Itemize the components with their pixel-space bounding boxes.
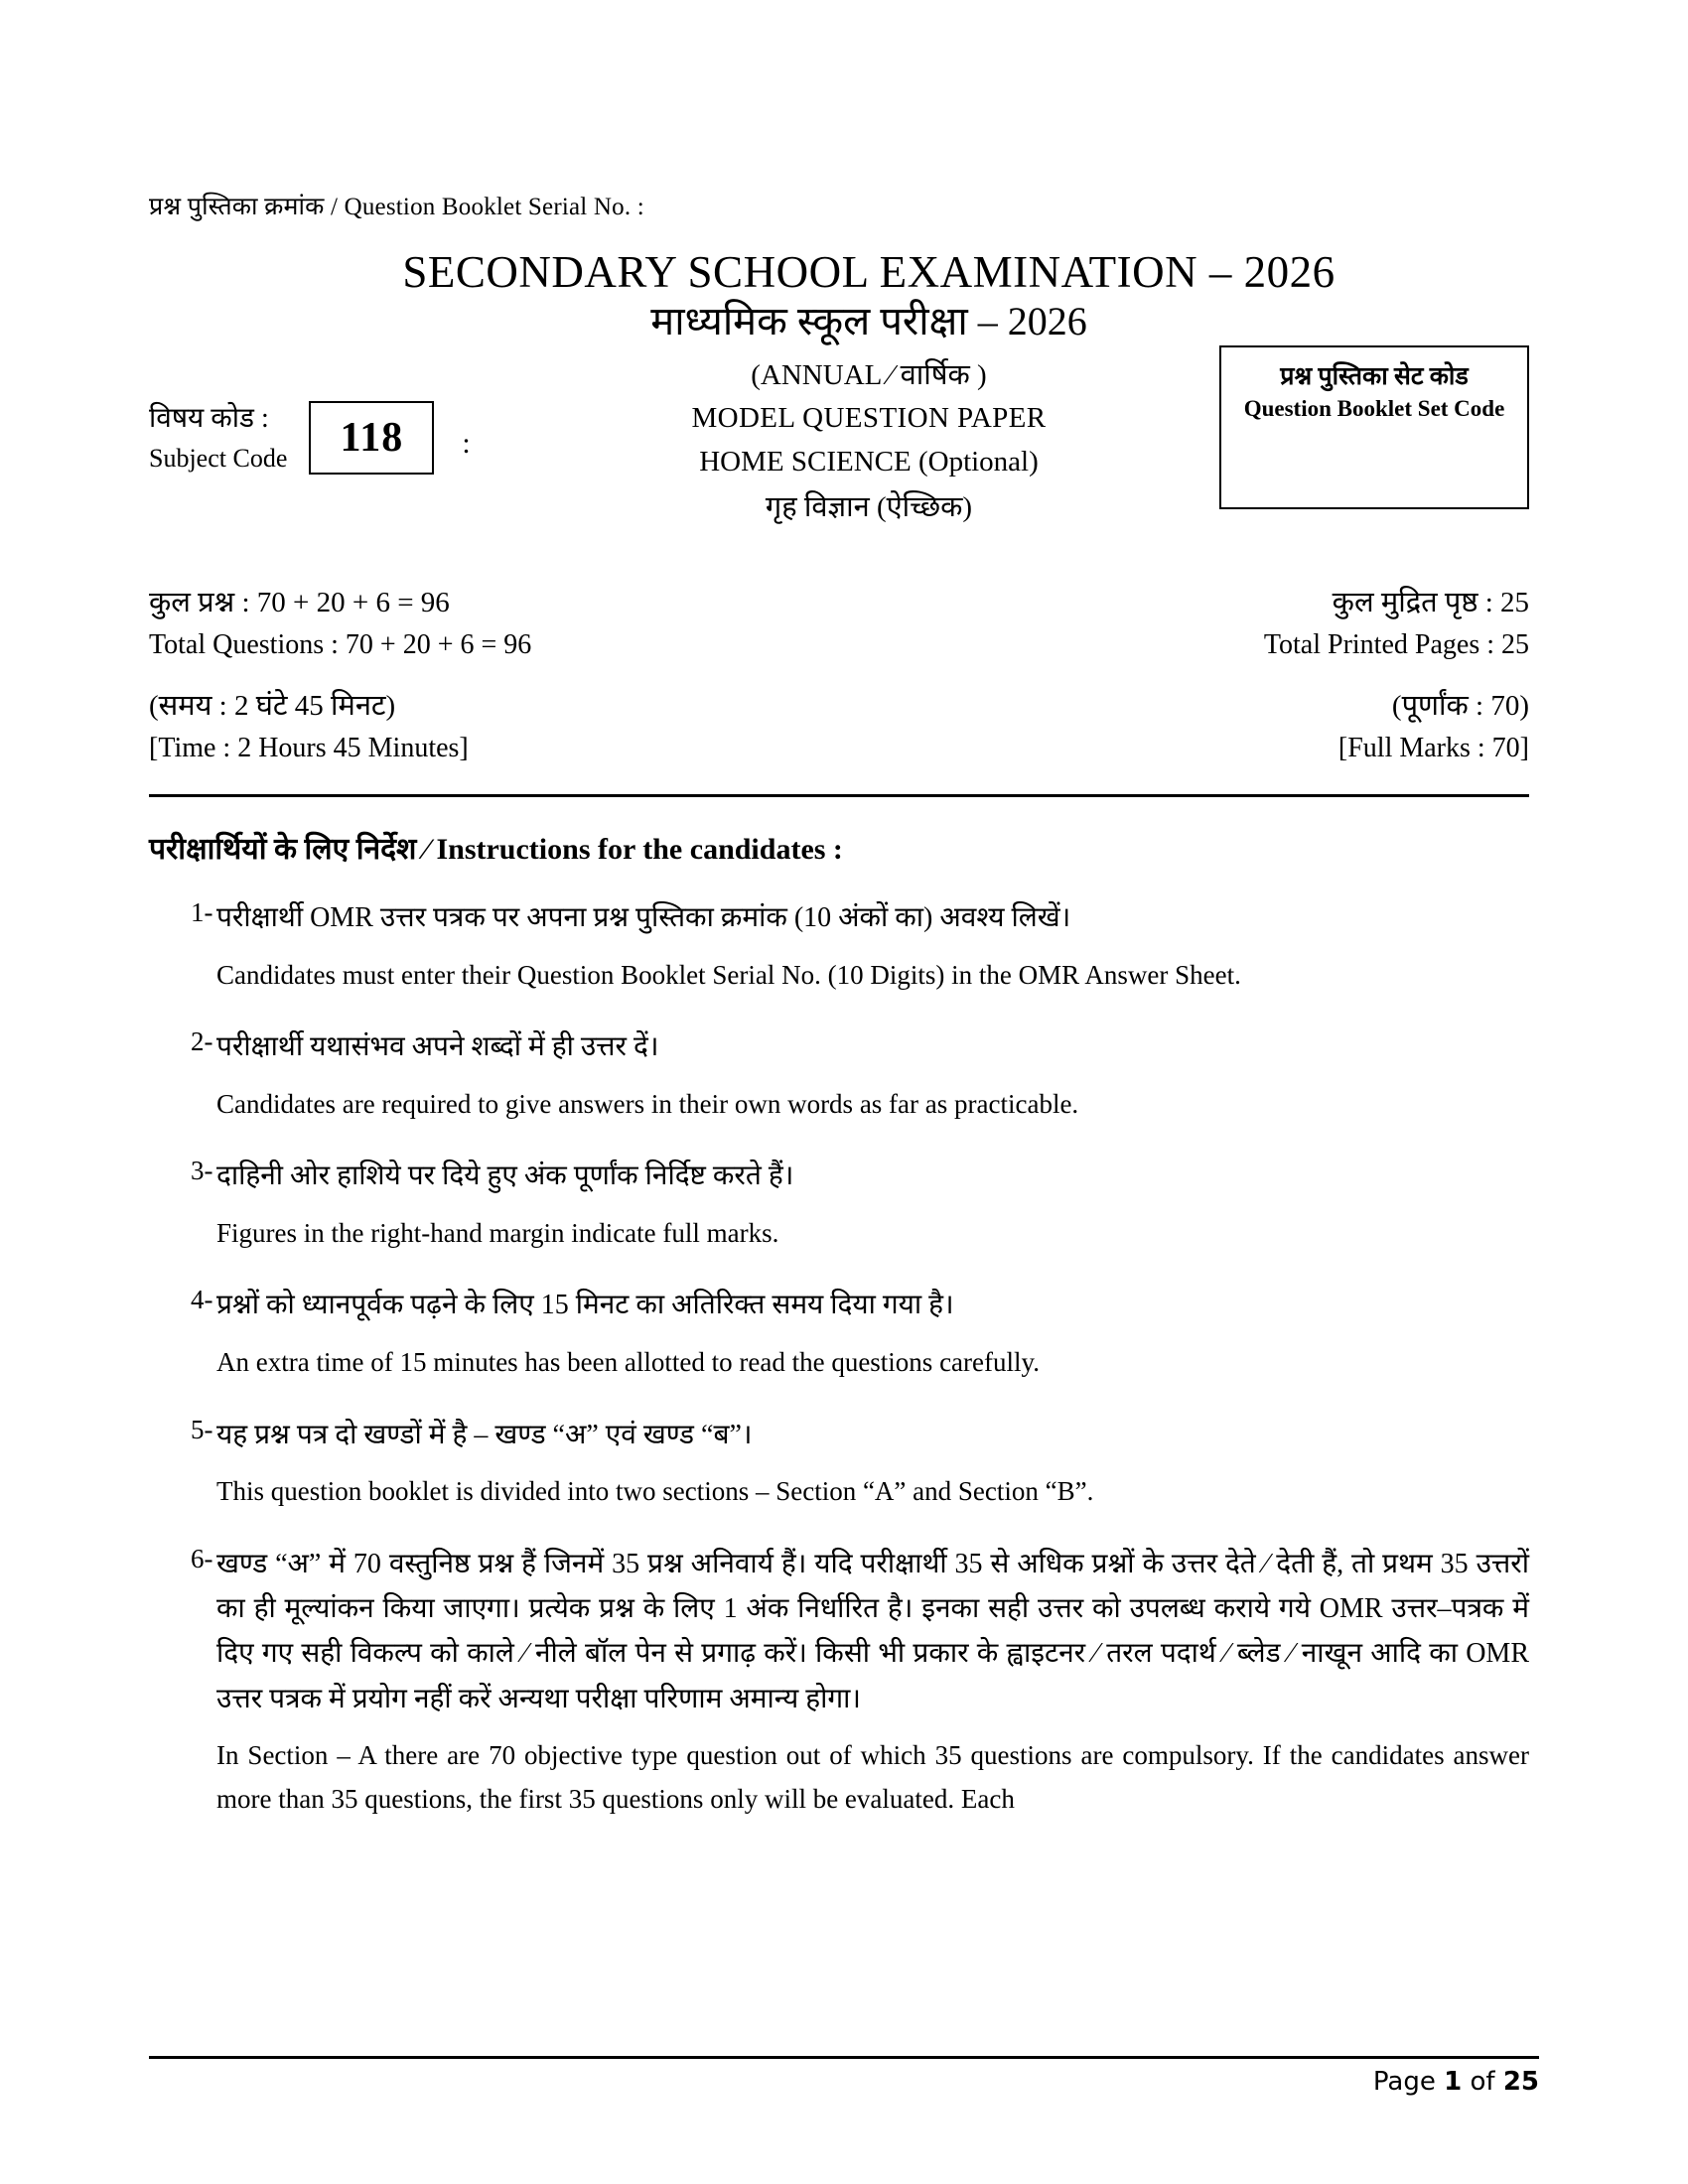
- instruction-body: [216, 1413, 1529, 1514]
- instruction-text-english: This question booklet is divided into two sections – Section “A” and Section “B”.: [216, 1475, 1094, 1506]
- subject-code-label-hindi: विषय कोड :: [149, 403, 269, 434]
- exam-type-annual: (ANNUAL ⁄ वार्षिक ): [751, 358, 987, 391]
- page-of-label: of: [1470, 2067, 1495, 2097]
- page-total-number: 25: [1502, 2067, 1539, 2097]
- total-printed-pages-hindi: कुल मुद्रित पृष्ठ : 25: [1332, 587, 1529, 618]
- total-questions-group: [149, 582, 531, 665]
- question-booklet-set-code-box: [1219, 345, 1529, 509]
- page-content: [149, 189, 1529, 1822]
- subject-code-label-english: Subject Code: [149, 443, 288, 473]
- list-item: [149, 1283, 1529, 1384]
- footer-divider: [149, 2056, 1539, 2059]
- subject-name-hindi: गृह विज्ञान (ऐच्छिक): [765, 490, 973, 523]
- set-code-label-english: Question Booklet Set Code: [1243, 396, 1505, 422]
- full-marks-hindi: (पूर्णांक : 70): [1391, 690, 1529, 723]
- model-question-paper-label: MODEL QUESTION PAPER: [691, 401, 1047, 434]
- instruction-number: 2-: [191, 1026, 213, 1057]
- time-english: [Time : 2 Hours 45 Minutes]: [149, 732, 469, 763]
- instruction-text-hindi: प्रश्नों को ध्यानपूर्वक पढ़ने के लिए 15 मिनट का अतिरिक्त समय दिया गया है।: [216, 1290, 954, 1321]
- list-item: [149, 1413, 1529, 1514]
- exam-title-hindi: माध्यमिक स्कूल परीक्षा – 2026: [650, 298, 1087, 343]
- exam-title-english: SECONDARY SCHOOL EXAMINATION – 2026: [402, 247, 1336, 297]
- subject-code-group: [149, 399, 471, 477]
- list-item: [149, 1542, 1529, 1822]
- total-printed-pages-english: Total Printed Pages : 25: [1263, 628, 1529, 660]
- full-marks-english: [Full Marks : 70]: [1337, 732, 1529, 763]
- total-pages-group: [1264, 582, 1529, 665]
- page-number-indicator: [149, 2067, 1539, 2097]
- instruction-text-english: Figures in the right-hand margin indicate full marks.: [216, 1217, 779, 1248]
- totals-row-secondary: [149, 685, 1529, 768]
- total-questions-hindi: कुल प्रश्न : 70 + 20 + 6 = 96: [149, 587, 450, 618]
- full-marks-group: [1338, 685, 1529, 768]
- list-item: [149, 1024, 1529, 1126]
- instruction-number: 5-: [191, 1414, 213, 1444]
- instruction-body: [216, 1283, 1529, 1384]
- set-code-label-hindi: प्रश्न पुस्तिका सेट कोड: [1280, 363, 1469, 390]
- subject-code-colon: :: [462, 427, 471, 461]
- instruction-text-english: Candidates are required to give answers in their own words as far as practicable.: [216, 1088, 1079, 1119]
- booklet-serial-label: प्रश्न पुस्तिका क्रमांक / Question Booklet Serial No. :: [149, 194, 644, 220]
- header-divider: [149, 794, 1529, 797]
- instruction-text-hindi: परीक्षार्थी यथासंभव अपने शब्दों में ही उत्तर दें।: [216, 1031, 659, 1063]
- instruction-body: [216, 1542, 1529, 1822]
- instruction-text-hindi: खण्ड “अ” में 70 वस्तुनिष्ठ प्रश्न हैं जिनमें 35 प्रश्न अनिवार्य हैं। यदि परीक्षार्थी 35 से अधिक प्रश्नों के उत्तर देते ⁄ देती हैं, तो प्रथम 35 उत्तरों का ही मूल्यांकन किया जाएगा। प्रत्येक प्रश्न के लिए 1 अंक निर्धारित है। इनका सही उत्तर को उपलब्ध कराये गये OMR उत्तर–पत्रक में दिए गए सही विकल्प को काले ⁄ नीले बॉल पेन से प्रगाढ़ करें। किसी भी प्रकार के ह्वाइटनर ⁄ तरल पदार्थ ⁄ ब्लेड ⁄ नाखून आदि का OMR उत्तर पत्रक में प्रयोग नहीं करें अन्यथा परीक्षा परिणाम अमान्य होगा।: [216, 1548, 1529, 1714]
- totals-section: [149, 582, 1529, 768]
- time-hindi: (समय : 2 घंटे 45 मिनट): [149, 690, 396, 723]
- subject-name-english: HOME SCIENCE (Optional): [699, 445, 1039, 478]
- page-current-number: 1: [1444, 2067, 1463, 2097]
- page-footer: [149, 2056, 1539, 2097]
- instruction-text-english: An extra time of 15 minutes has been allotted to read the questions carefully.: [216, 1346, 1040, 1377]
- instructions-list: [149, 895, 1529, 1821]
- instruction-number: 4-: [191, 1285, 213, 1315]
- instruction-text-hindi: दाहिनी ओर हाशिये पर दिये हुए अंक पूर्णांक निर्दिष्ट करते हैं।: [216, 1160, 794, 1192]
- instruction-number: 3-: [191, 1156, 213, 1186]
- subject-code-labels: [149, 399, 309, 477]
- instruction-text-hindi: यह प्रश्न पत्र दो खण्डों में है – खण्ड “अ” एवं खण्ड “ब”।: [216, 1419, 753, 1450]
- exam-header-block: [149, 248, 1529, 546]
- instruction-body: [216, 895, 1529, 997]
- page-prefix-label: Page: [1372, 2067, 1436, 2097]
- time-group: [149, 685, 469, 768]
- instruction-text-english: Candidates must enter their Question Booklet Serial No. (10 Digits) in the OMR Answer Sheet.: [216, 959, 1241, 990]
- instruction-text-hindi: परीक्षार्थी OMR उत्तर पत्रक पर अपना प्रश्न पुस्तिका क्रमांक (10 अंकों का) अवश्य लिखें।: [216, 902, 1071, 934]
- instruction-body: [216, 1024, 1529, 1126]
- list-item: [149, 1154, 1529, 1255]
- instruction-text-english: In Section – A there are 70 objective type question out of which 35 questions are compulsory. If the candidates answer more than 35 questions, the first 35 questions only will be evaluated. Each: [216, 1740, 1529, 1814]
- subject-code-value-box: 118: [309, 401, 434, 475]
- instructions-heading: परीक्षार्थियों के लिए निर्देश ⁄ Instructions for the candidates :: [149, 833, 843, 867]
- list-item: [149, 895, 1529, 997]
- instruction-number: 6-: [191, 1543, 213, 1573]
- totals-row-primary: [149, 582, 1529, 665]
- total-questions-english: Total Questions : 70 + 20 + 6 = 96: [149, 628, 532, 660]
- instruction-body: [216, 1154, 1529, 1255]
- instruction-number: 1-: [191, 897, 213, 928]
